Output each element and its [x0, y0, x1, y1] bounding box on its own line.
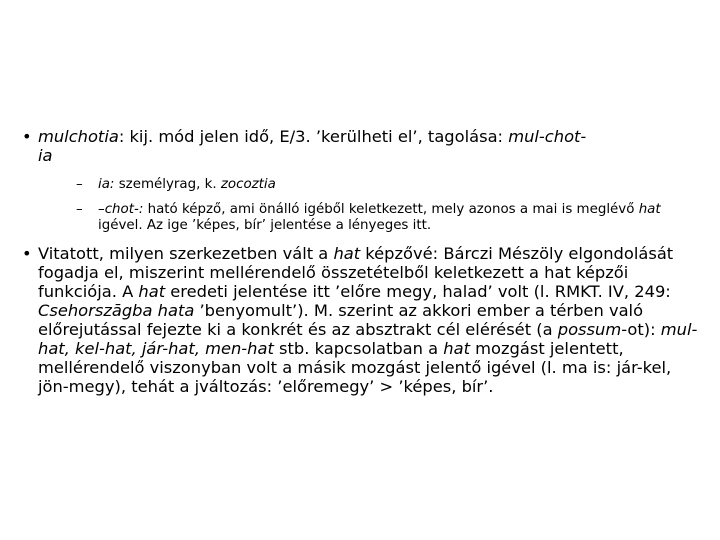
text-segment: : kij. mód jelen idő, E/3. ’kerülheti el’, tagolása: — [118, 127, 509, 146]
text-segment: mozgást jelentett, mellérendelő viszonyban volt a másik mozgást jelentő igével (l. ma is: jár-kel, jön-megy), tehát a jváltozás: ’előremegy’ > ’képes, bír’. — [38, 339, 672, 396]
sub-bullet-dash-2: – — [76, 202, 83, 217]
term-ia: ia: — [98, 177, 115, 192]
text-segment: képzővé: Bárczi Mészöly elgondolását fogadja el, miszerint mellérendelő összetételből keletkezett a hat képzői funkciója. A — [38, 244, 674, 301]
term-hat: hat — [443, 339, 470, 358]
term-verb-list: mul-hat, kel-hat, jár-hat, men-hat — [38, 320, 698, 358]
bullet-item-vitatott — [38, 244, 698, 396]
text-segment: stb. kapcsolatban a — [273, 339, 444, 358]
term-zocoztia: zocoztia — [220, 177, 276, 192]
term-chot: –chot-: — [98, 202, 144, 217]
term-hat: hat — [333, 244, 361, 263]
text-segment: igével. Az ige ’képes, bír’ jelentése a lényeges itt. — [98, 218, 432, 233]
term-segmentation: mul-chot- — [508, 127, 587, 146]
bullet-point-2: • — [22, 244, 32, 263]
term-segmentation-end: ia — [38, 146, 53, 165]
text-segment: ’benyomult’). M. szerint az akkori ember a térben való előrejutással fejezte ki a konkrét és az absztrakt cél elérését (a — [38, 301, 644, 339]
text-segment: -ot): — [621, 320, 661, 339]
term-citation: Csehorszāgba hata — [38, 301, 195, 320]
sub-item-ia — [98, 177, 698, 193]
term-hat: hat — [638, 202, 661, 217]
term-possum: possum — [557, 320, 622, 339]
term-hat: hat — [138, 282, 166, 301]
bullet-point-1: • — [22, 127, 32, 146]
sub-item-chot — [98, 202, 698, 234]
term-mulchotia: mulchotia — [38, 127, 119, 146]
sub-bullet-dash-1: – — [76, 177, 83, 192]
bullet-item-mulchotia — [38, 127, 698, 165]
text-segment: eredeti jelentése itt ’előre megy, halad’ volt (l. RMKT. IV, 249: — [165, 282, 671, 301]
text-segment: személyrag, k. — [114, 177, 221, 192]
text-segment: Vitatott, milyen szerkezetben vált a — [38, 244, 334, 263]
text-segment: ható képző, ami önálló igéből keletkezett, mely azonos a mai is meglévő — [143, 202, 639, 217]
